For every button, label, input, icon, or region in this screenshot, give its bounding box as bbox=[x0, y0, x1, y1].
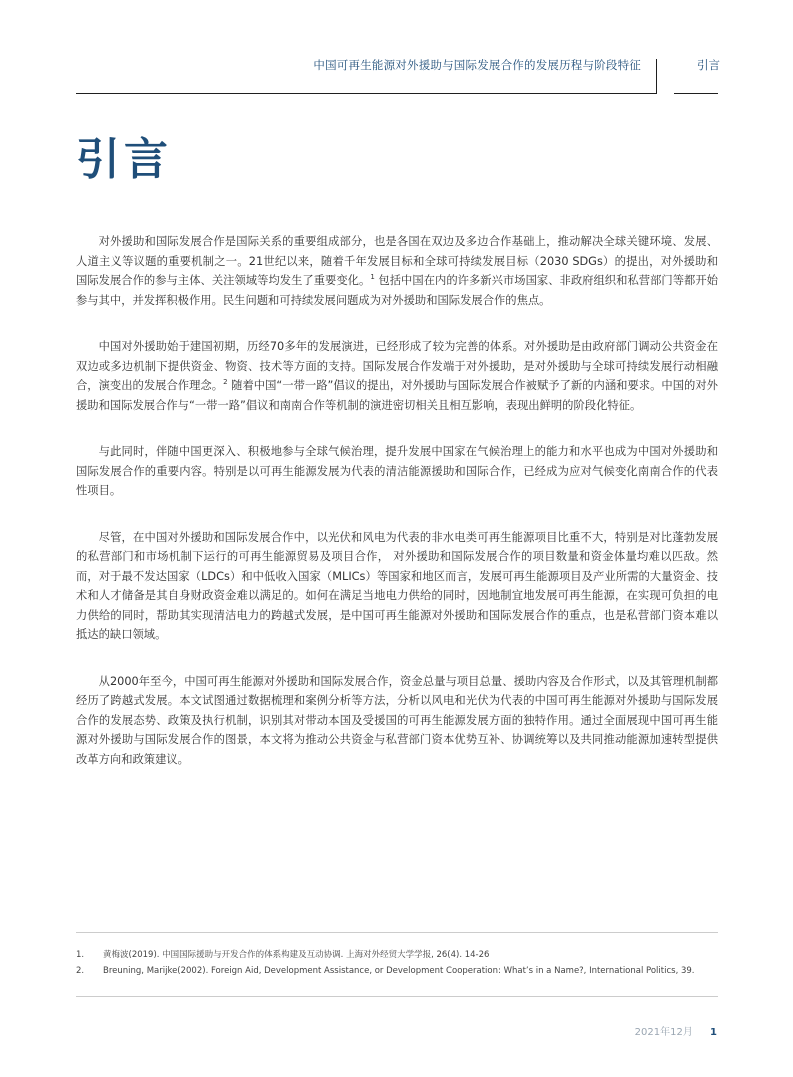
paragraph-1-text-b: 包括中国在内的许多新兴市场国家、非政府组织和私营部门等都开始参与其中，并发挥积极作用。民生问题和可持续发展问题成为对外援助和国际发展合作的焦点。 bbox=[76, 274, 718, 307]
footnote-item bbox=[76, 966, 718, 977]
footnote-number: 1. bbox=[76, 950, 85, 960]
header-divider bbox=[656, 59, 657, 94]
paragraph-2-text-a: 中国对外援助始于建国初期，历经70多年的发展演进，已经形成了较为完善的体系。对外援助是由政府部门调动公共资金在双边或多边机制下提供资金、物资、技术等方面的支持。国际发展合作发端于对外援助，是对外援助与全球可持续发展行动相融合，演变出的发展合作理念。 bbox=[76, 340, 718, 392]
page-title: 引言 bbox=[76, 134, 172, 185]
footnote-item bbox=[76, 950, 718, 961]
footnote-number: 2. bbox=[76, 966, 85, 976]
page-footer bbox=[635, 1023, 717, 1038]
paragraph-2 bbox=[76, 337, 718, 415]
footnote-text: Breuning, Marijke(2002). Foreign Aid, Development Assistance, or Development Cooperation: What’s in a Name?, International Politics, 39. bbox=[103, 966, 695, 976]
paragraph-3: 与此同时，伴随中国更深入、积极地参与全球气候治理，提升发展中国家在气候治理上的能力和水平也成为中国对外援助和国际发展合作的重要内容。特别是以可再生能源发展为代表的清洁能源援助和国际合作，已经成为应对气候变化南南合作的代表性项目。 bbox=[76, 445, 718, 497]
running-header-title: 中国可再生能源对外援助与国际发展合作的发展历程与阶段特征 bbox=[313, 58, 641, 72]
footnote-ref-1[interactable]: 1 bbox=[370, 273, 375, 282]
header-rule-right bbox=[674, 93, 718, 94]
footnotes bbox=[76, 950, 718, 982]
paragraph-1-text-a: 对外援助和国际发展合作是国际关系的重要组成部分，也是各国在双边及多边合作基础上，推动解决全球关键环境、发展、人道主义等议题的重要机制之一。21世纪以来，随着千年发展目标和全球可持续发展目标（2030 SDGs）的提出，对外援助和国际发展合作的参与主体、关注领域等均发生了重要变化。 bbox=[76, 235, 718, 287]
page-number: 1 bbox=[710, 1027, 717, 1038]
paragraph-1 bbox=[76, 232, 718, 310]
footnote-text: 黄梅波(2019). 中国国际援助与开发合作的体系构建及互动协调. 上海对外经贸大学学报, 26(4). 14-26 bbox=[103, 950, 490, 960]
body-text bbox=[76, 232, 718, 796]
header-rule bbox=[76, 93, 656, 94]
footnote-rule-top bbox=[76, 932, 718, 933]
paragraph-5: 从2000年至今，中国可再生能源对外援助和国际发展合作，资金总量与项目总量、援助内容及合作形式，以及其管理机制都经历了跨越式发展。本文试图通过数据梳理和案例分析等方法，分析以风电和光伏为代表的中国可再生能源对外援助与国际发展合作的发展态势、政策及执行机制，识别其对带动本国及受援国的可再生能源发展方面的独特作用。通过全面展现中国可再生能源对外援助与国际发展合作的图景，本文将为推动公共资金与私营部门资本优势互补、协调统筹以及共同推动能源加速转型提供改革方向和政策建议。 bbox=[76, 674, 718, 766]
paragraph-4: 尽管，在中国对外援助和国际发展合作中，以光伏和风电为代表的非水电类可再生能源项目比重不大，特别是对比蓬勃发展的私营部门和市场机制下运行的可再生能源贸易及项目合作， 对外援助和国际发展合作的项目数量和资金体量均难以匹敌。然而，对于最不发达国家（LDCs）和中低收入国家（MLICs）等国家和地区而言，发展可再生能源项目及产业所需的大量资金、技术和人才储备是其自身财政资金难以满足的。如何在满足当地电力供给的同时，因地制宜地发展可再生能源，在实现可负担的电力供给的同时，帮助其实现清洁电力的跨越式发展，是中国可再生能源对外援助和国际发展合作的重点，也是私营部门资本难以抵达的缺口领域。 bbox=[76, 530, 718, 641]
footnote-rule-bottom bbox=[76, 996, 718, 997]
footer-date: 2021年12月 bbox=[634, 1027, 693, 1038]
running-header-section: 引言 bbox=[697, 58, 720, 72]
paragraph-2-text-b: 随着中国“一带一路”倡议的提出，对外援助与国际发展合作被赋予了新的内涵和要求。中国的对外援助和国际发展合作与“一带一路”倡议和南南合作等机制的演进密切相关且相互影响，表现出鲜明的阶段化特征。 bbox=[76, 379, 718, 412]
footnote-ref-2[interactable]: 2 bbox=[223, 378, 228, 387]
